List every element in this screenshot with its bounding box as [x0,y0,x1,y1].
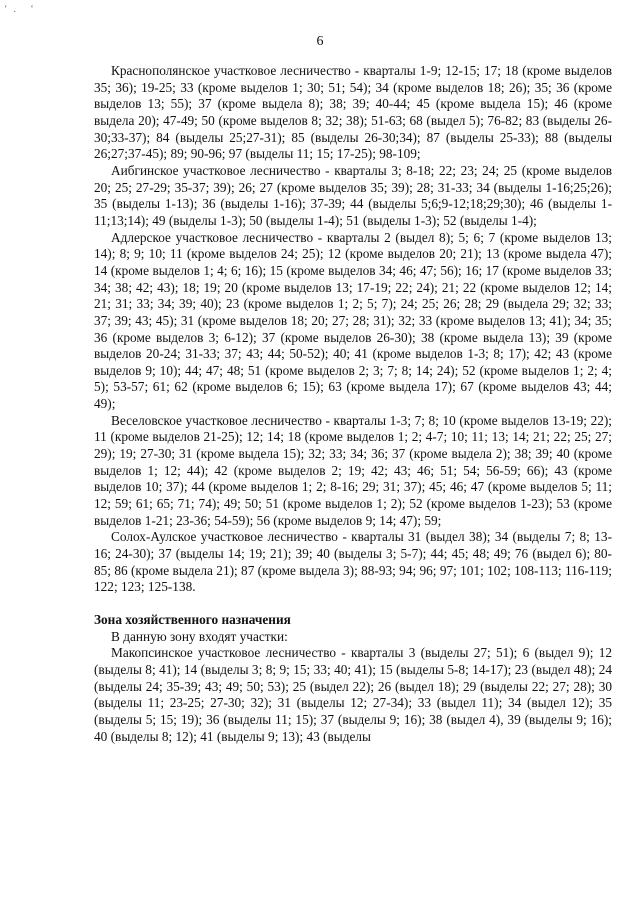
page-number: 6 [316,34,324,49]
paragraph-krasnopolyanskoe: Краснополянское участковое лесничество - кварталы 1-9; 12-15; 17; 18 (кроме выделов 35; 36); 19-25; 33 (кроме выделов 1; 30; 51; 54); 34 (кроме выделов 18; 26); 35; 36 (кроме выделов 13; 55); 37 (кроме выдела 8); 38; 39; 40-44; 45 (кроме выдела 15); 46 (кроме выдела 20); 47-49; 50 (кроме выделов 8; 32; 38); 51-63; 68 (выдел 5); 76-82; 83 (выделы 26-30;33-37); 84 (выделы 25;27-31); 85 (выделы 26-30;34); 87 (выделы 25-33); 88 (выделы 26;27;37-45); 89; 90-96; 97 (выделы 11; 15; 17-25); 98-109; [94,63,612,162]
section-intro: В данную зону входят участки: [111,628,288,644]
document-body [94,63,612,745]
section-spacer [94,596,612,612]
scan-artifact-marks: ʻ. ʻ [4,4,40,15]
section-heading: Зона хозяйственного назначения [94,612,291,627]
paragraph-solokh-aulskoe: Солох-Аулское участковое лесничество - кварталы 31 (выдел 38); 34 (выделы 7; 8; 13-16; 24-30); 37 (выделы 14; 19; 21); 39; 40 (выделы 3; 5-7); 44; 45; 48; 49; 76 (выдел 6); 80-85; 86 (кроме выдела 21); 87 (кроме выдела 3); 88-93; 94; 96; 97; 101; 102; 108-113; 116-119; 122; 123; 125-138. [94,529,612,595]
paragraph-aibginskoe: Аибгинское участковое лесничество - кварталы 3; 8-18; 22; 23; 24; 25 (кроме выделов 20; 25; 27-29; 35-37; 39); 26; 27 (кроме выделов 35; 39); 28; 31-33; 34 (выделы 1-16;25;26); 35 (выделы 1-13); 36 (выделы 1-16); 37-39; 44 (выделы 5;6;9-12;18;29;30); 46 (выделы 1-11;13;14); 49 (выделы 1-3); 50 (выделы 1-4); 51 (выделы 1-3); 52 (выделы 1-4); [94,162,612,228]
paragraph-veselovskoe: Веселовское участковое лесничество - кварталы 1-3; 7; 8; 10 (кроме выделов 13-19; 22); 11 (кроме выделов 21-25); 12; 14; 18 (кроме выделов 1; 2; 4-7; 10; 11; 13; 14; 21; 22; 25; 27; 29); 19; 27-30; 31 (кроме выдела 15); 32; 33; 34; 36; 37 (кроме выдела 2); 38; 39; 40 (кроме выделов 1; 12; 44); 42 (кроме выделов 2; 19; 42; 43; 46; 51; 54; 56-59; 66); 43 (кроме выделов 10; 37); 44 (кроме выделов 1; 2; 8-16; 29; 31; 37); 45; 46; 47 (кроме выделов 5; 11; 12; 59; 61; 65; 71; 74); 49; 50; 51 (кроме выделов 1; 2); 52 (кроме выделов 1-23); 53 (кроме выделов 1-21; 23-36; 54-59); 56 (кроме выделов 9; 14; 47); 59; [94,412,612,528]
paragraph-makopsinskoe: Макопсинское участковое лесничество - кварталы 3 (выделы 27; 51); 6 (выдел 9); 12 (выделы 8; 41); 14 (выделы 3; 8; 9; 15; 33; 40; 41); 15 (выделы 5-8; 14-17); 23 (выдел 48); 24 (выделы 24; 35-39; 43; 49; 50; 53); 25 (выдел 22); 26 (выдел 18); 29 (выделы 22; 27; 28); 30 (выделы 11; 23-25; 27-30; 32); 31 (выделы 12; 27-34); 33 (выдел 11); 34 (выдел 12); 35 (выделы 5; 15; 19); 36 (выделы 11; 15); 37 (выделы 9; 16); 38 (выдел 4), 39 (выделы 9; 16); 40 (выделы 8; 12); 41 (выделы 9; 13); 43 (выделы [94,645,612,744]
paragraph-adlerskoe: Адлерское участковое лесничество - кварталы 2 (выдел 8); 5; 6; 7 (кроме выделов 13; 14); 8; 9; 10; 11 (кроме выделов 24; 25); 12 (кроме выделов 20; 21); 13 (кроме выдела 47); 14 (кроме выделов 1; 4; 6; 16); 15 (кроме выделов 34; 46; 47; 56); 16; 17 (кроме выделов 33; 34; 38; 42; 43); 18; 19; 20 (кроме выделов 13; 17-19; 22; 24); 21; 22 (кроме выделов 12; 14; 21; 31; 33; 34; 39; 40); 23 (кроме выделов 1; 2; 5; 7); 24; 25; 26; 28; 29 (выдела 29; 32; 33; 37; 39; 43; 45); 31 (кроме выделов 18; 20; 27; 28; 31); 32; 33 (кроме выделов 13; 41); 34; 35; 36 (кроме выделов 3; 6-12); 37 (кроме выделов 26-30); 38 (кроме выдела 13); 39 (кроме выделов 20-24; 31-33; 37; 43; 44; 50-52); 40; 41 (кроме выделов 1-3; 8; 17); 42; 43 (кроме выделов 9; 10); 44; 47; 48; 51 (кроме выделов 2; 3; 7; 8; 14; 24); 52 (кроме выделов 1; 2; 4; 5); 53-57; 61; 62 (кроме выделов 6; 15); 63 (кроме выдела 17); 67 (кроме выделов 43; 44; 49); [94,229,612,412]
